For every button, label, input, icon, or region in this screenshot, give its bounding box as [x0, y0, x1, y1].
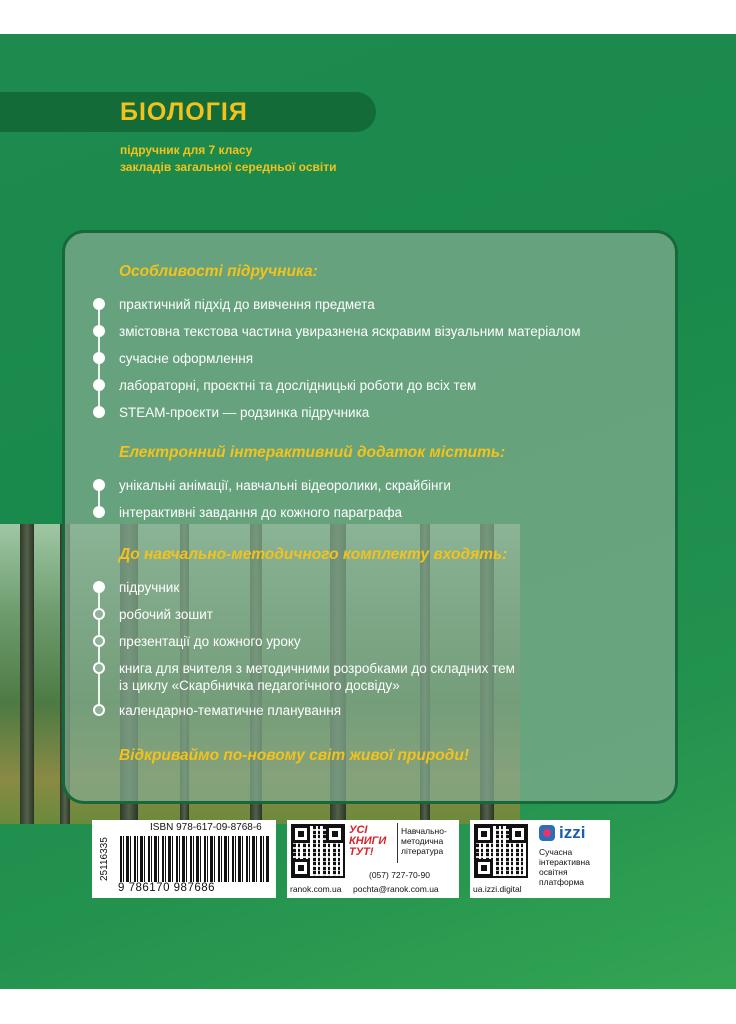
- subtitle-line: закладів загальної середньої освіти: [120, 160, 337, 174]
- list-item: STEAM-проєкти — родзинка підручника: [119, 405, 370, 420]
- izzi-logo: izzi: [559, 823, 586, 842]
- badge-line: ТУТ!: [349, 846, 374, 858]
- bullet-dot-outline: [93, 635, 105, 647]
- bullet-line: [98, 588, 100, 706]
- desc-line: інтерактивна: [539, 857, 590, 867]
- list-item-continuation: із циклу «Скарбничка педагогічного досвіду»: [119, 678, 400, 693]
- divider: [397, 823, 398, 863]
- list-item: змістовна текстова частина увиразнена яскравим візуальним матеріалом: [119, 324, 581, 339]
- bullet-dot: [93, 352, 105, 364]
- type-line: методична: [401, 836, 444, 846]
- list-item: сучасне оформлення: [119, 351, 254, 366]
- list-item: унікальні анімації, навчальні відеоролики, скрайбінги: [119, 478, 451, 493]
- publisher-box: [287, 820, 459, 898]
- section-heading-features: Особливості підручника:: [119, 263, 318, 280]
- type-line: Навчально-: [401, 826, 447, 836]
- isbn-text: ISBN 978-617-09-8768-6: [150, 822, 262, 833]
- desc-line: освітня: [539, 867, 568, 877]
- platform-description: [539, 847, 590, 887]
- barcode-bars: [120, 836, 270, 882]
- list-item: підручник: [119, 580, 180, 595]
- badge-line: КНИГИ: [349, 835, 387, 847]
- publisher-email[interactable]: pochta@ranok.com.ua: [353, 884, 439, 894]
- list-item: практичний підхід до вивчення предмета: [119, 297, 375, 312]
- section-heading-digital: Електронний інтерактивний додаток містить:: [119, 444, 506, 461]
- badge-all-books: [349, 825, 399, 858]
- bullet-dot: [93, 379, 105, 391]
- literature-type: [401, 826, 447, 856]
- desc-line: Сучасна: [539, 847, 573, 857]
- barcode-digits: 9 786170 987686: [118, 882, 216, 894]
- list-item: лабораторні, проєктні та дослідницькі роботи до всіх тем: [119, 378, 477, 393]
- bullet-dot-outline: [93, 704, 105, 716]
- qr-code-icon: [476, 826, 526, 876]
- bullet-dot: [93, 325, 105, 337]
- bullet-dot: [93, 406, 105, 418]
- bullet-dot-outline: [93, 662, 105, 674]
- list-item: календарно-тематичне планування: [119, 703, 342, 718]
- desc-line: платформа: [539, 877, 585, 887]
- qr-code-icon: [293, 826, 343, 876]
- bullet-dot: [93, 506, 105, 518]
- publisher-site[interactable]: ranok.com.ua: [290, 884, 342, 894]
- bullet-dot: [93, 298, 105, 310]
- list-item: презентації до кожного уроку: [119, 634, 301, 649]
- subtitle-line: підручник для 7 класу: [120, 143, 253, 157]
- platform-site[interactable]: ua.izzi.digital: [473, 884, 522, 894]
- publisher-phone: (057) 727-70-90: [369, 870, 430, 880]
- platform-box: [470, 820, 610, 898]
- bullet-dot: [93, 479, 105, 491]
- section-heading-kit: До навчально-методичного комплекту входять:: [119, 546, 508, 563]
- type-line: література: [401, 846, 444, 856]
- list-item: книга для вчителя з методичними розробками до складних тем: [119, 661, 515, 676]
- slogan: Відкриваймо по-новому світ живої природи!: [119, 747, 469, 764]
- bullet-dot: [93, 581, 105, 593]
- badge-line: УСІ: [349, 824, 368, 836]
- book-title: БІОЛОГІЯ: [120, 98, 248, 126]
- bullet-dot-outline: [93, 608, 105, 620]
- book-subtitle: [120, 142, 336, 176]
- barcode-side-code: 25116335: [99, 837, 110, 881]
- list-item: інтерактивні завдання до кожного параграфа: [119, 505, 403, 520]
- izzi-logo-icon: [539, 825, 555, 841]
- list-item: робочий зошит: [119, 607, 213, 622]
- barcode-box: [92, 820, 276, 898]
- info-panel: [62, 230, 678, 804]
